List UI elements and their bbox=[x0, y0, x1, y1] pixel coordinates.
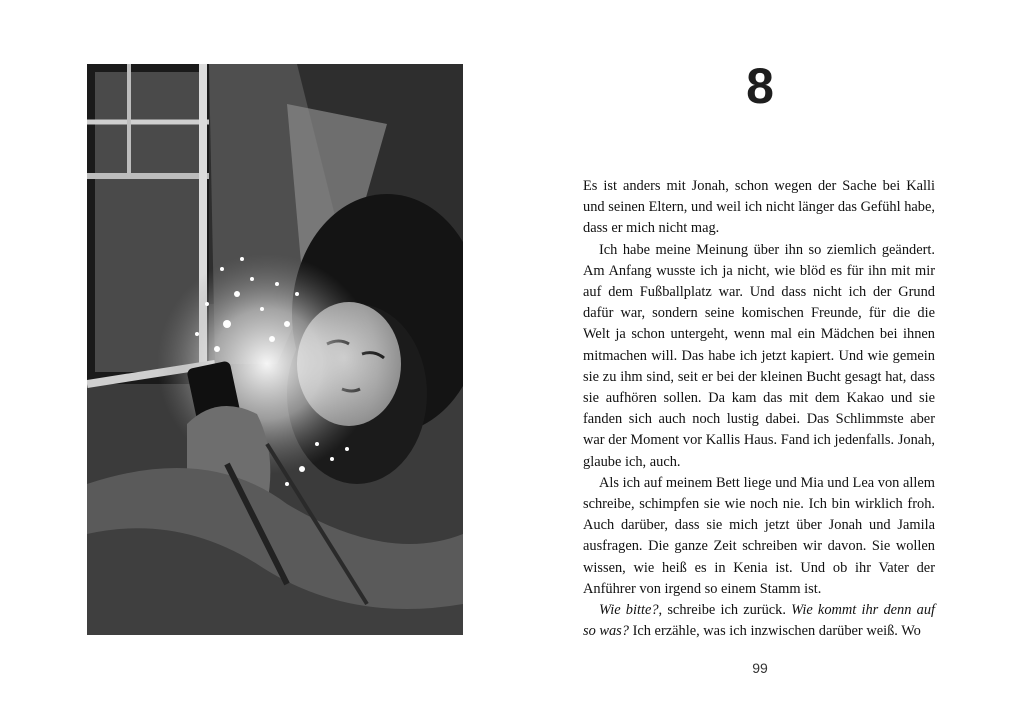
paragraph-1: Es ist anders mit Jonah, schon wegen der Sache bei Kalli und seinen Eltern, und weil ich nicht länger das Gefühl habe, dass er mich nicht mag. bbox=[583, 178, 935, 237]
chapter-text bbox=[583, 176, 935, 642]
paragraph-4 bbox=[583, 600, 935, 642]
paragraph-2: Ich habe meine Meinung über ihn so ziemlich geändert. Am Anfang wusste ich ja nicht, wie blöd es für ihn mit mir auf dem Fußballplatz war. Und dass nicht ich der Grund dafür war, sondern seine komischen Freunde, für die die Welt ja schon untergeht, wenn mal ein Mädchen bei ihnen mitmachen will. Das habe ich jetzt kapiert. Und wie gemein sie zu ihm sind, seit er bei der kleinen Bucht gesagt hat, dass sie aufhören sollen. Da kam das mit dem Kakao und sie fanden sich auch noch lustig dabei. Das Schlimmste aber war der Moment vor Kallis Haus. Fand ich jedenfalls. Jonah, glaube ich, auch. bbox=[583, 241, 935, 470]
page-number: 99 bbox=[752, 660, 768, 676]
paragraph-3: Als ich auf meinem Bett liege und Mia und Lea von allem schreibe, schimpfen sie wie noch nie. Ich bin wirklich froh. Auch darüber, dass sie mich jetzt über Jonah und Jamila ausfragen. Die ganze Zeit schreiben wir davon. Sie wollen wissen, wie heiß es in Kenia ist. Und ob ihr Vater der Anführer von irgend so einem Stamm ist. bbox=[583, 474, 935, 597]
chapter-number: 8 bbox=[746, 58, 774, 114]
paragraph-4-text-1: , schreibe ich zurück. bbox=[658, 602, 792, 619]
italic-phrase-2: Wie kommt ihr denn auf so was? bbox=[583, 602, 936, 640]
paragraph-4-text-2: Ich erzähle, was ich inzwischen darüber weiß. Wo bbox=[628, 623, 921, 640]
italic-phrase-1: Wie bitte? bbox=[599, 602, 659, 619]
illustration-drawing bbox=[87, 64, 463, 635]
chapter-illustration bbox=[87, 64, 463, 635]
